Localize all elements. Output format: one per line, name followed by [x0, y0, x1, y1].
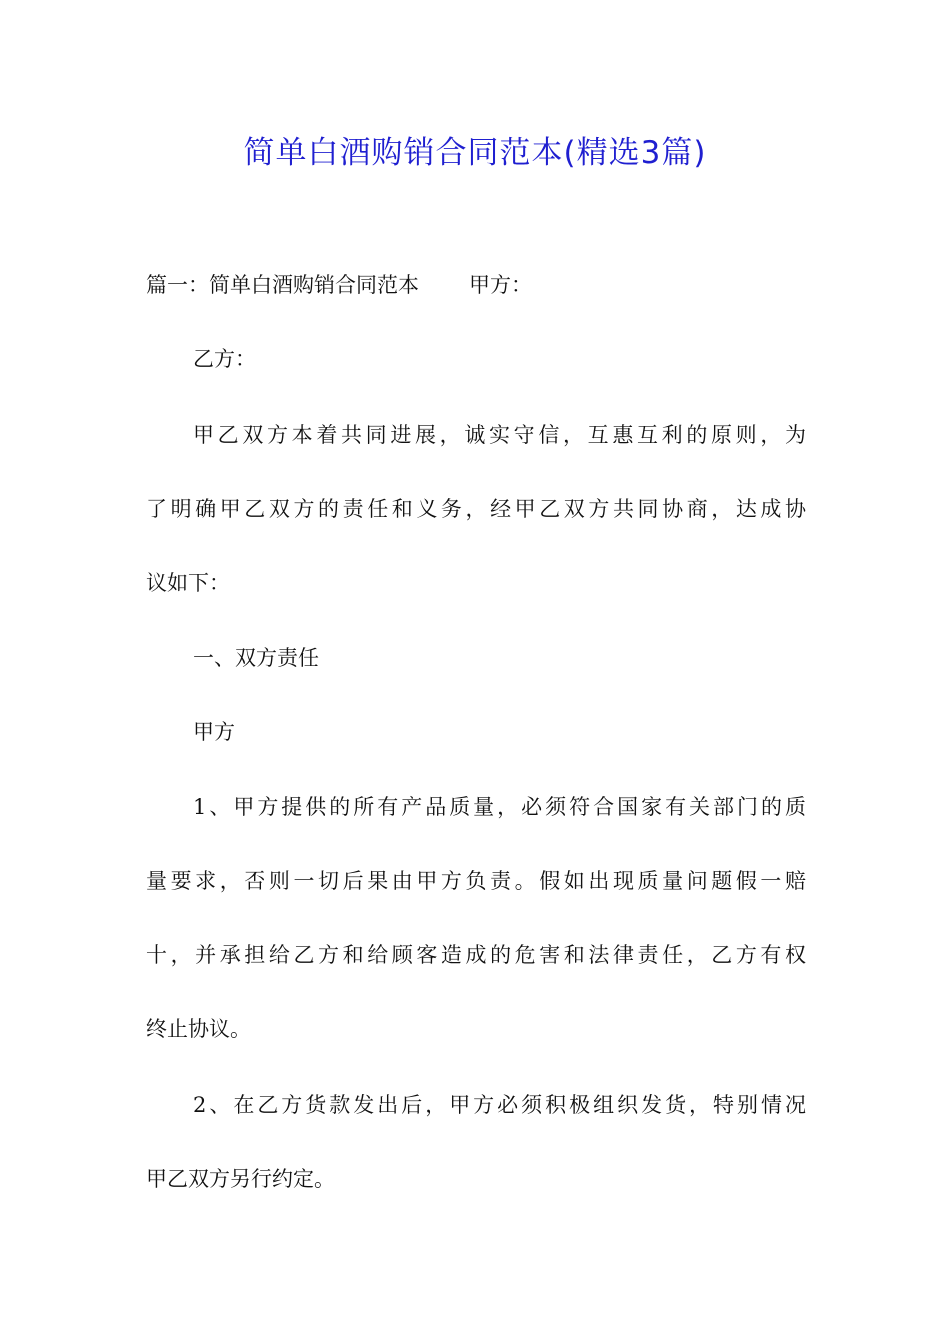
section-heading-line	[146, 270, 806, 300]
paragraph-line: 量要求，否则一切后果由甲方负责。假如出现质量问题假一赔	[146, 869, 806, 893]
party-a-label: 甲方：	[469, 273, 532, 297]
paragraph-line: 甲乙双方另行约定。	[146, 1167, 335, 1191]
party-b-label: 乙方：	[193, 347, 256, 371]
document-title: 简单白酒购销合同范本(精选3篇)	[243, 135, 707, 171]
paragraph-line: 了明确甲乙双方的责任和义务，经甲乙双方共同协商，达成协	[146, 497, 806, 521]
paragraph-line: 2、在乙方货款发出后，甲方必须积极组织发货，特别情况	[193, 1093, 806, 1117]
paragraph-line: 1、甲方提供的所有产品质量，必须符合国家有关部门的质	[193, 795, 806, 819]
party-heading: 甲方	[193, 720, 235, 744]
paragraph-line: 终止协议。	[146, 1017, 251, 1041]
clause-heading: 一、双方责任	[193, 646, 319, 670]
paragraph-line: 十，并承担给乙方和给顾客造成的危害和法律责任，乙方有权	[146, 943, 806, 967]
section-heading: 篇一：简单白酒购销合同范本	[146, 273, 419, 297]
paragraph-line: 议如下：	[146, 571, 230, 595]
paragraph-line: 甲乙双方本着共同进展，诚实守信，互惠互利的原则，为	[193, 423, 806, 447]
